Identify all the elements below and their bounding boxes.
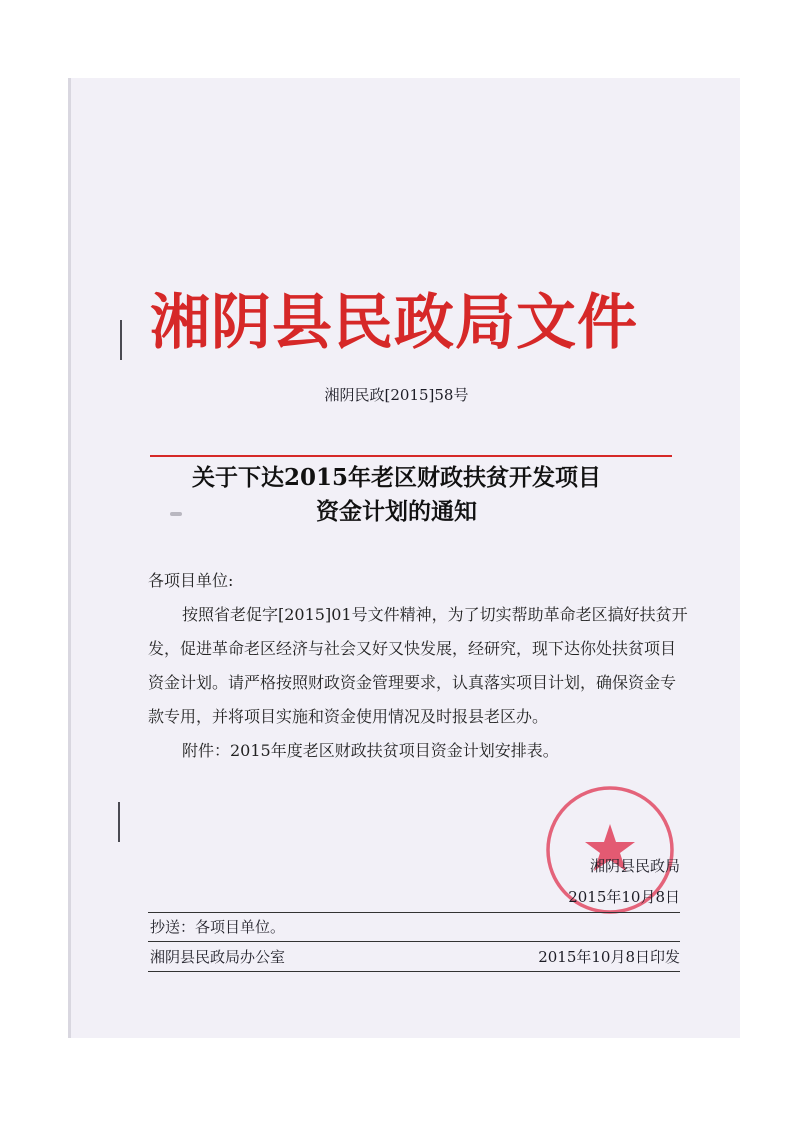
print-date: 2015年10月8日印发: [538, 948, 680, 966]
footer-rule-bottom: [148, 971, 680, 972]
notice-body: [148, 564, 688, 768]
issuing-office: 湘阴县民政局办公室: [150, 948, 286, 966]
body-paragraph: 按照省老促字[2015]01号文件精神，为了切实帮助革命老区搞好扶贫开发，促进革命老区经济与社会又好又快发展，经研究，现下达你处扶贫项目资金计划。请严格按照财政资金管理要求，认真落实项目计划，确保资金专款专用，并将项目实施和资金使用情况及时报县老区办。: [148, 605, 688, 726]
page-edge: [68, 78, 71, 1038]
signature-date: 2015年10月8日: [568, 888, 680, 906]
notice-title-line2: 资金计划的通知: [316, 498, 477, 525]
footer-rule-middle: [148, 941, 680, 942]
signature-org: 湘阴县民政局: [589, 857, 680, 875]
salutation: 各项目单位:: [148, 571, 234, 590]
binder-mark: [120, 320, 122, 360]
cc-line: 抄送：各项目单位。: [150, 918, 286, 936]
document-number: 湘阴民政[2015]58号: [324, 386, 469, 404]
document-header-title: 湘阴县民政局文件: [150, 288, 638, 358]
footer-rule-top: [148, 912, 680, 913]
attachment-note: 附件：2015年度老区财政扶贫项目资金计划安排表。: [182, 741, 559, 760]
header-red-rule: [150, 455, 672, 457]
binder-mark: [118, 802, 120, 842]
notice-title-line1: 关于下达2015年老区财政扶贫开发项目: [191, 464, 601, 491]
